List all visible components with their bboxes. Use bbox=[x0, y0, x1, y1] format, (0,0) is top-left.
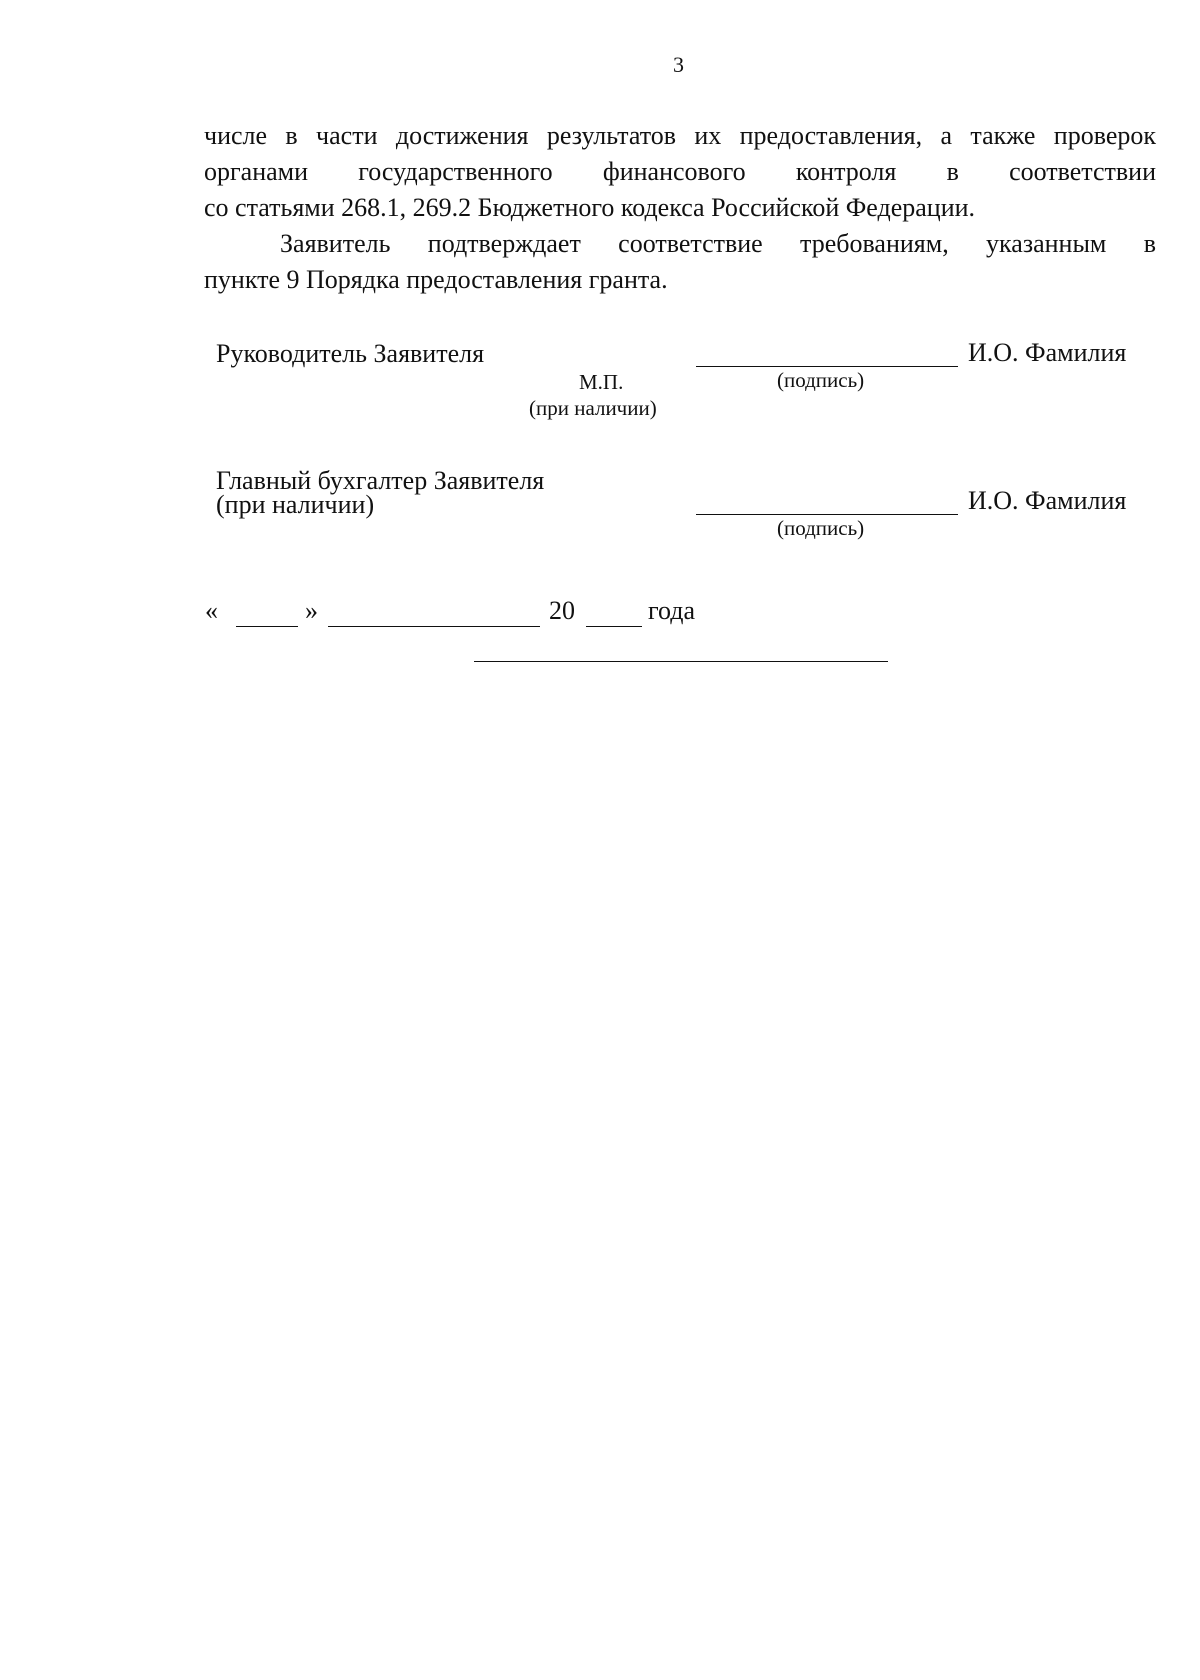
date-suffix: года bbox=[648, 596, 696, 625]
head-signature-line bbox=[696, 366, 958, 367]
paragraph-1-last-line: со статьями 268.1, 269.2 Бюджетного кодекса Российской Федерации. bbox=[204, 193, 976, 222]
accountant-label-line2: (при наличии) bbox=[216, 490, 375, 519]
date-open-quote: « bbox=[205, 596, 218, 625]
head-label: Руководитель Заявителя bbox=[216, 339, 485, 368]
date-day-blank bbox=[236, 626, 298, 627]
stamp-note: (при наличии) bbox=[529, 396, 657, 420]
date-month-blank bbox=[328, 626, 540, 627]
paragraph-1: числе в части достижения результатов их предоставления, а также проверок органами государственного финансового контроля в соответствии bbox=[204, 121, 1156, 186]
accountant-signature-line bbox=[696, 514, 958, 515]
paragraph-2: Заявитель подтверждает соответствие требованиям, указанным в bbox=[280, 229, 1156, 258]
date-close-quote: » bbox=[305, 596, 318, 625]
closing-separator-line bbox=[474, 661, 888, 662]
stamp-mark: М.П. bbox=[579, 370, 624, 394]
accountant-signature-caption: (подпись) bbox=[777, 516, 865, 540]
head-signature-caption: (подпись) bbox=[777, 368, 865, 392]
head-name: И.О. Фамилия bbox=[968, 338, 1127, 367]
accountant-name: И.О. Фамилия bbox=[968, 486, 1127, 515]
date-year-blank bbox=[586, 626, 642, 627]
accountant-label-line1: Главный бухгалтер Заявителя bbox=[216, 466, 545, 495]
date-century: 20 bbox=[549, 596, 575, 625]
paragraph-2-last-line: пункте 9 Порядка предоставления гранта. bbox=[204, 265, 668, 294]
page-number: 3 bbox=[673, 52, 684, 77]
